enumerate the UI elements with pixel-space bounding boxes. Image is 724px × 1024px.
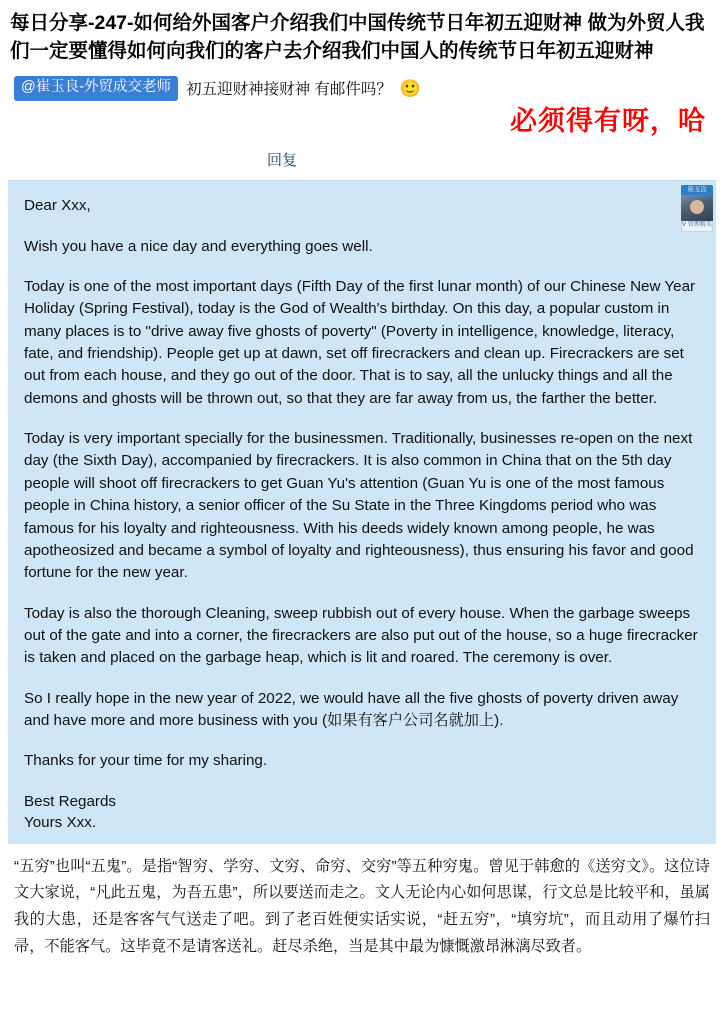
letter-paragraph: Today is very important specially for the businessmen. Traditionally, businesses re-open on the next day (the Sixth Day), accompanied by firecrackers. It is also common in China that on the 5th day people will shoot off firecrackers to get Guan Yu's attention (Guan Yu is one of the most famous people in China history, a senior officer of the Su State in the Three Kingdoms period who was famous for his loyalty and righteousness. With his deeds widely known among people, he was apotheosized and became a symbol of loyalty and righteousness), thus ensuring his favor and good fortune for the new year.: [24, 430, 694, 582]
avatar-name-label: 崔玉良: [681, 185, 713, 194]
letter-paragraph: Today is also the thorough Cleaning, sweep rubbish out of every house. When the garbage sweeps out of the gate and into a corner, the firecrackers are also put out of the house, so a huge firecracker is taken and placed on the garbage heap, which is lit and roared. The ceremony is over.: [24, 604, 698, 667]
red-annotation-text: 必须得有呀，哈: [510, 106, 706, 137]
letter-signature-line: Yours Xxx.: [24, 814, 97, 832]
avatar-rank-label: V 管理精英: [681, 221, 713, 232]
letter-signature-line: Best Regards: [24, 792, 117, 810]
smiley-icon: 🙂: [399, 78, 422, 98]
letter-paragraph: Today is one of the most important days (Fifth Day of the first lunar month) of our Chinese New Year Holiday (Spring Festival), today is the God of Wealth's birthday. On this day, a popular custom in many places is to "drive away five ghosts of poverty" (Poverty in intelligence, knowledge, literacy, fate, and friendship). People get up at dawn, set off firecrackers and clean up. Firecrackers are set out from each house, and they go out of the door. That is to say, all the unlucky things and all the demons and ghosts will be thrown out, so that they are far away from us, the farther the better.: [24, 278, 696, 407]
reply-link[interactable]: 回复: [266, 152, 297, 170]
page-title: 每日分享-247-如何给外国客户介绍我们中国传统节日年初五迎财神 做为外贸人我们一定要懂得如何向我们的客户去介绍我们中国人的传统节日年初五迎财神: [10, 12, 705, 62]
avatar-image: [681, 195, 713, 221]
footnote-text: “五穷”也叫“五鬼”。是指“智穷、学穷、文穷、命穷、交穷”等五种穷鬼。曾见于韩愈的《送穷文》。这位诗文大家说，“凡此五鬼，为吾五患”，所以要送而走之。文人无论内心如何思谋，行文总是比较平和，虽属我的大患，还是客客气气送走了吧。到了老百姓便实话实说，“赶五穷”，“填穷坑”，而且动用了爆竹扫帚，不能客气。这毕竟不是请客送礼。赶尽杀绝，当是其中最为慷慨激昂淋漓尽致者。: [14, 857, 710, 955]
letter-greeting: Dear Xxx,: [24, 197, 91, 215]
comment-text: 初五迎财神接财神 有邮件吗？: [186, 81, 392, 99]
reply-row: [8, 147, 716, 180]
letter-body: [8, 180, 716, 843]
letter-paragraph: Thanks for your time for my sharing.: [24, 752, 268, 770]
annotation-area: [8, 103, 716, 147]
letter-paragraph: So I really hope in the new year of 2022, we would have all the five ghosts of poverty driven away and have more and more business with you (如果有客户公司名就加上).: [24, 689, 679, 729]
mention-chip[interactable]: @崔玉良-外贸成交老师: [14, 76, 178, 100]
avatar[interactable]: [681, 185, 713, 231]
letter-paragraph: Wish you have a nice day and everything goes well.: [24, 237, 373, 255]
